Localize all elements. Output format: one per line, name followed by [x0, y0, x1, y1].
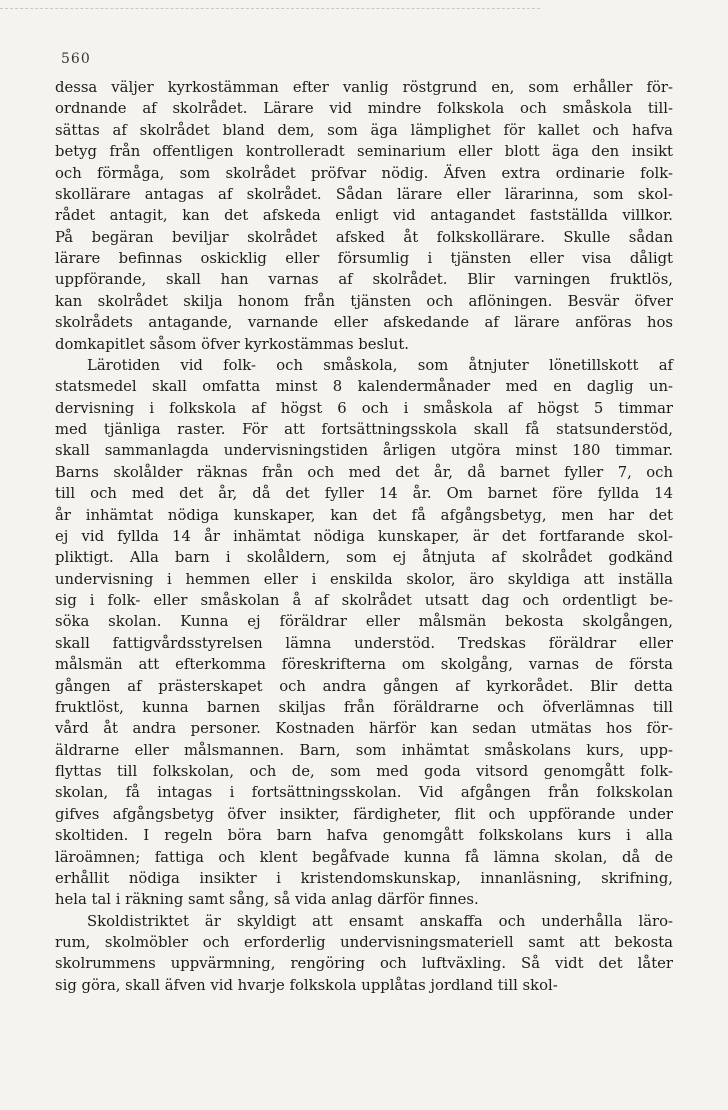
text-line: sig göra, skall äfven vid hvarje folkskola upplåtas jordland till skol- — [55, 976, 558, 994]
text-line: och förmåga, som skolrådet pröfvar nödig. Äfven extra ordinarie folk- — [55, 164, 673, 182]
text-line: dessa väljer kyrkostämman efter vanlig röstgrund en, som erhåller för- — [55, 79, 673, 96]
text-line: rum, skolmöbler och erforderlig undervisningsmateriell samt att bekosta — [55, 934, 673, 951]
text-line: söka skolan. Kunna ej föräldrar eller målsmän bekosta skolgången, — [55, 613, 673, 631]
text-line: undervisning i hemmen eller i enskilda skolor, äro skyldiga att inställa — [55, 570, 673, 588]
text-line: statsmedel skall omfatta minst 8 kalendermånader med en daglig un- — [55, 378, 673, 396]
text-line: ordnande af skolrådet. Lärare vid mindre folkskola och småskola till- — [55, 100, 673, 118]
text-line: erhållit nödiga insikter i kristendomskunskap, innanläsning, skrifning, — [55, 869, 673, 887]
text-line: skolrådets antagande, varnande eller afskedande af lärare anföras hos — [55, 314, 673, 332]
text-line: ej vid fyllda 14 år inhämtat nödiga kunskaper, är det fortfarande skol- — [55, 527, 673, 545]
text-line: år inhämtat nödiga kunskaper, kan det få afgångsbetyg, men har det — [55, 506, 673, 524]
page-number: 560 — [61, 51, 91, 67]
text-line: skolrummens uppvärmning, rengöring och luftväxling. Så vidt det låter — [55, 955, 673, 973]
text-line: Lärotiden vid folk- och småskola, som åtnjuter lönetillskott af — [87, 356, 673, 374]
text-line: pliktigt. Alla barn i skolåldern, som ej åtnjuta af skolrådet godkänd — [55, 549, 673, 567]
text-line: kan skolrådet skilja honom från tjänsten och aflöningen. Besvär öfver — [55, 292, 673, 310]
text-line: fruktlöst, kunna barnen skiljas från föräldrarne och öfverlämnas till — [55, 698, 673, 716]
text-line: domkapitlet såsom öfver kyrkostämmas beslut. — [55, 335, 409, 353]
text-line: Skoldistriktet är skyldigt att ensamt anskaffa och underhålla läro- — [87, 912, 673, 930]
paragraph — [55, 355, 673, 911]
paragraph — [55, 911, 673, 997]
text-line: skoltiden. I regeln böra barn hafva genomgått folkskolans kurs i alla — [55, 827, 673, 845]
text-line: betyg från offentligen kontrolleradt seminarium eller blott äga den insikt — [55, 143, 673, 161]
text-line: rådet antagit, kan det afskeda enligt vid antagandet fastställda villkor. — [55, 207, 673, 225]
text-line: skolan, få intagas i fortsättningsskolan. Vid afgången från folkskolan — [55, 784, 673, 802]
text-line: dervisning i folkskola af högst 6 och i småskola af högst 5 timmar — [55, 399, 673, 417]
text-line: hela tal i räkning samt sång, så vida anlag därför finnes. — [55, 891, 479, 909]
text-line: uppförande, skall han varnas af skolrådet. Blir varningen fruktlös, — [55, 271, 673, 289]
text-line: Barns skolålder räknas från och med det år, då barnet fyller 7, och — [55, 463, 673, 481]
paragraph — [55, 77, 673, 355]
text-line: sig i folk- eller småskolan å af skolrådet utsatt dag och ordentligt be- — [55, 592, 673, 609]
text-line: gifves afgångsbetyg öfver insikter, färdigheter, flit och uppförande under — [55, 805, 673, 823]
text-line: skall sammanlagda undervisningstiden årligen utgöra minst 180 timmar. — [55, 442, 673, 460]
text-line: flyttas till folkskolan, och de, som med goda vitsord genomgått folk- — [55, 763, 673, 780]
text-line: skollärare antagas af skolrådet. Sådan lärare eller lärarinna, som skol- — [55, 185, 673, 203]
text-line: gången af prästerskapet och andra gången af kyrkorådet. Blir detta — [55, 677, 673, 695]
text-line: till och med det år, då det fyller 14 år. Om barnet före fyllda 14 — [55, 485, 673, 503]
text-line: läroämnen; fattiga och klent begåfvade kunna få lämna skolan, då de — [55, 848, 673, 866]
body-text — [55, 77, 673, 996]
text-line: äldrarne eller målsmannen. Barn, som inhämtat småskolans kurs, upp- — [55, 741, 673, 759]
text-line: vård åt andra personer. Kostnaden härför kan sedan utmätas hos för- — [55, 720, 673, 738]
text-line: lärare befinnas oskicklig eller försumlig i tjänsten eller visa dåligt — [55, 250, 673, 267]
text-line: sättas af skolrådet bland dem, som äga lämplighet för kallet och hafva — [55, 121, 673, 139]
text-line: På begäran beviljar skolrådet afsked åt folkskollärare. Skulle sådan — [55, 228, 673, 246]
scan-edge-rule — [0, 8, 540, 10]
text-line: skall fattigvårdsstyrelsen lämna understöd. Tredskas föräldrar eller — [55, 634, 673, 652]
text-line: målsmän att efterkomma föreskrifterna om skolgång, varnas de första — [55, 656, 673, 674]
text-line: med tjänliga raster. För att fortsättningsskola skall få statsunderstöd, — [55, 421, 673, 438]
